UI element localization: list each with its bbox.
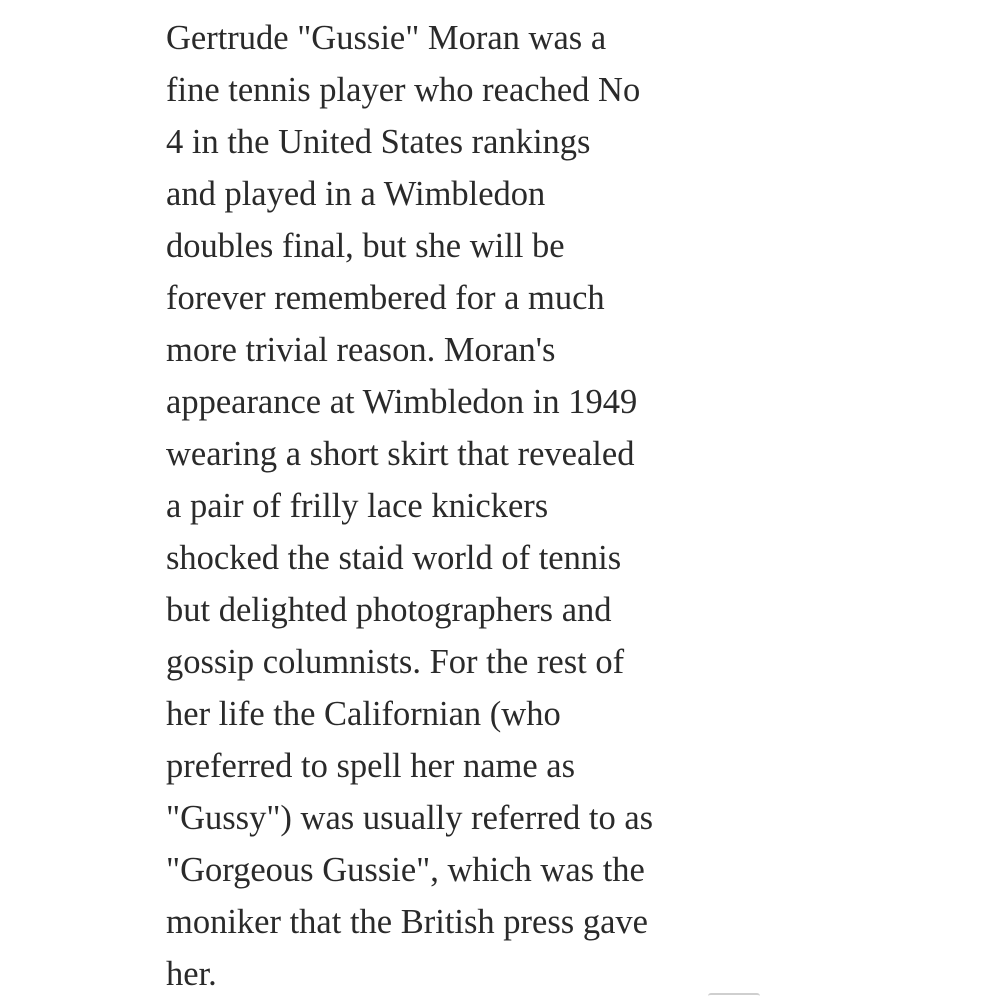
paragraph-line: forever remembered for a much bbox=[166, 279, 605, 317]
paragraph-line: more trivial reason. Moran's bbox=[166, 331, 556, 369]
paragraph-line: 4 in the United States rankings bbox=[166, 123, 591, 161]
paragraph-line: gossip columnists. For the rest of bbox=[166, 643, 625, 681]
paragraph-line: shocked the staid world of tennis bbox=[166, 539, 622, 577]
paragraph-line: but delighted photographers and bbox=[166, 591, 612, 629]
paragraph-line: "Gorgeous Gussie", which was the bbox=[166, 851, 645, 889]
paragraph-line: doubles final, but she will be bbox=[166, 227, 565, 265]
paragraph-line: "Gussy") was usually referred to as bbox=[166, 799, 654, 837]
paragraph-line: moniker that the British press gave bbox=[166, 903, 648, 941]
paragraph-line: and played in a Wimbledon bbox=[166, 175, 546, 213]
scroll-edge-mark bbox=[708, 993, 760, 998]
article-paragraph bbox=[166, 12, 766, 1000]
paragraph-line: fine tennis player who reached No bbox=[166, 71, 641, 109]
paragraph-line: Gertrude "Gussie" Moran was a bbox=[166, 19, 607, 57]
paragraph-line: wearing a short skirt that revealed bbox=[166, 435, 635, 473]
paragraph-line: a pair of frilly lace knickers bbox=[166, 487, 549, 525]
paragraph-line: her. bbox=[166, 955, 217, 993]
paragraph-line: appearance at Wimbledon in 1949 bbox=[166, 383, 638, 421]
paragraph-line: her life the Californian (who bbox=[166, 695, 561, 733]
paragraph-line: preferred to spell her name as bbox=[166, 747, 576, 785]
